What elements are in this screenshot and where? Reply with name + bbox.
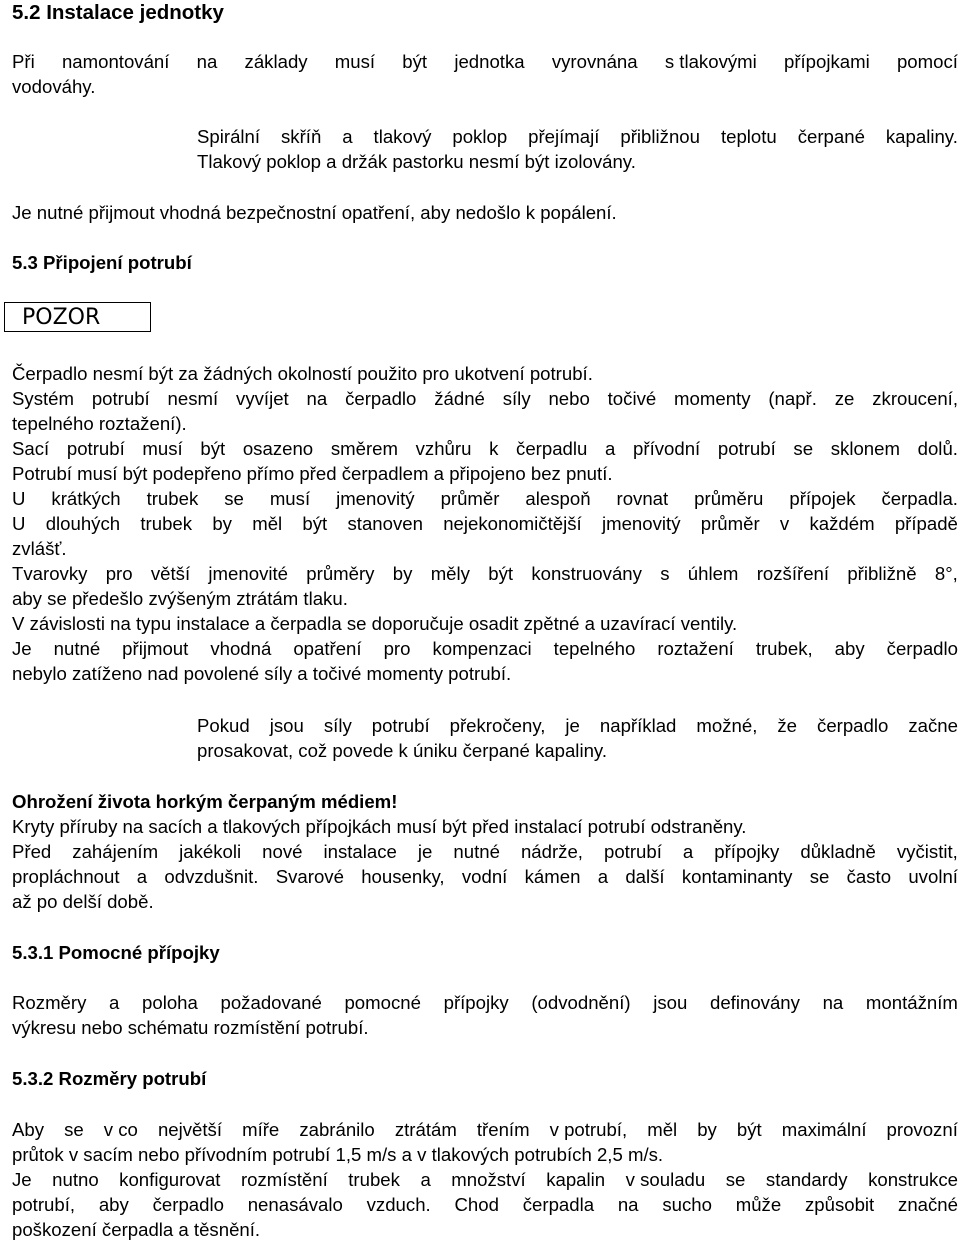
text-line: tepelného roztažení).: [12, 413, 187, 434]
word: 8°,: [934, 563, 958, 584]
word: se: [64, 1119, 84, 1140]
text-line: Čerpadlo nesmí být za žádných okolností použito pro ukotvení potrubí.: [12, 363, 593, 384]
word: kámen: [524, 866, 581, 887]
word: potrubí: [717, 438, 776, 459]
word: vhodná: [210, 638, 272, 659]
word: konstrukce: [868, 1169, 958, 1190]
word: na: [822, 992, 844, 1013]
paragraph-mounting: [12, 49, 958, 99]
word: trubek: [140, 513, 193, 534]
word: vodní: [461, 866, 508, 887]
word: měl: [647, 1119, 678, 1140]
justified-line: [12, 511, 958, 536]
justified-line: [12, 1167, 958, 1192]
word: housenky,: [361, 866, 445, 887]
word: (např.: [768, 388, 817, 409]
word: aby: [834, 638, 865, 659]
word: možné,: [696, 715, 758, 736]
word: větší: [150, 563, 191, 584]
word: (odvodnění): [531, 992, 631, 1013]
word: rozmístění: [240, 1169, 328, 1190]
word: být: [402, 51, 428, 72]
word: Rozměry: [12, 992, 87, 1013]
word: se: [793, 438, 814, 459]
word: přípojek: [789, 488, 856, 509]
word: Je: [12, 1169, 32, 1190]
section-heading-5-3-2: 5.3.2 Rozměry potrubí: [12, 1068, 207, 1089]
word: tepelného: [553, 638, 636, 659]
word: a: [597, 866, 609, 887]
word: s: [660, 563, 670, 584]
word: způsobit: [804, 1194, 875, 1215]
word: stanoven: [347, 513, 423, 534]
word: jednotka: [454, 51, 525, 72]
word: každém: [809, 513, 875, 534]
word: potrubí: [91, 388, 150, 409]
word: konfigurovat: [119, 1169, 221, 1190]
word: trubek,: [755, 638, 813, 659]
word: důkladně: [800, 841, 876, 862]
word: nutné: [453, 841, 500, 862]
warning-box: [4, 302, 151, 332]
word: čerpadlo: [817, 715, 889, 736]
word: čerpané: [797, 126, 865, 147]
text-line: aby se předešlo zvýšeným ztrátám tlaku.: [12, 588, 348, 609]
word: na: [617, 1194, 639, 1215]
word: rozšíření: [756, 563, 830, 584]
word: zkroucení,: [872, 388, 958, 409]
word: instalace: [323, 841, 397, 862]
paragraph-pipe-connection: [12, 361, 958, 686]
word: přibližnou: [620, 126, 700, 147]
word: že: [777, 715, 798, 736]
word: nebo: [548, 388, 590, 409]
text-line: nebylo zatíženo nad povolené síly a točivé momenty potrubí.: [12, 663, 512, 684]
word: směrem: [330, 438, 398, 459]
word: nesmí: [167, 388, 219, 409]
word: tlakový: [373, 126, 432, 147]
word: momenty: [674, 388, 751, 409]
word: maximální: [781, 1119, 867, 1140]
word: nenasávalo: [247, 1194, 343, 1215]
word: definovány: [710, 992, 800, 1013]
word: rovnat: [616, 488, 669, 509]
word: čerpadla: [522, 1194, 595, 1215]
word: jsou: [653, 992, 688, 1013]
text-line: poškození čerpadla a těsnění.: [12, 1219, 261, 1240]
word: a: [136, 866, 148, 887]
word: by: [697, 1119, 717, 1140]
word: značné: [898, 1194, 958, 1215]
word: zabránilo: [299, 1119, 375, 1140]
word: vyrovnána: [551, 51, 638, 72]
justified-line: [12, 561, 958, 586]
text-line: Je nutné přijmout vhodná bezpečnostní opatření, aby nedošlo k popálení.: [12, 202, 617, 223]
word: a: [109, 992, 120, 1013]
word: namontování: [61, 51, 170, 72]
word: čerpadla.: [881, 488, 958, 509]
word: se: [725, 1169, 746, 1190]
word: je: [417, 841, 433, 862]
word: přejímají: [528, 126, 600, 147]
justified-line: [12, 990, 958, 1015]
word: Sací: [12, 438, 50, 459]
word: U: [12, 488, 26, 509]
word: přípojkami: [783, 51, 870, 72]
word: průměr: [700, 513, 760, 534]
indented-note-temperature: [197, 124, 958, 174]
word: třením: [476, 1119, 530, 1140]
word: čerpadlo: [152, 1194, 224, 1215]
hazard-title: [12, 789, 958, 814]
text-line: Tlakový poklop a držák pastorku nesmí být izolovány.: [197, 151, 636, 172]
word: provozní: [886, 1119, 958, 1140]
word: Systém: [12, 388, 74, 409]
word: být: [488, 563, 514, 584]
justified-line: [12, 436, 958, 461]
word: opatření: [293, 638, 362, 659]
word: musí: [334, 51, 376, 72]
word: ze: [834, 388, 855, 409]
word: kapaliny.: [885, 126, 958, 147]
word: Tvarovky: [12, 563, 88, 584]
word: přípojky: [443, 992, 509, 1013]
word: alespoň: [525, 488, 591, 509]
justified-line: [197, 713, 958, 738]
text-line: Ohrožení života horkým čerpaným médiem!: [12, 791, 398, 812]
text-line: vodováhy.: [12, 76, 96, 97]
warning-label: POZOR: [22, 305, 101, 330]
word: k: [489, 438, 499, 459]
word: největší: [157, 1119, 223, 1140]
text-line: průtok v sacím nebo přívodním potrubí 1,5 m/s a v tlakových potrubích 2,5 m/s.: [12, 1144, 664, 1165]
word: vyčistit,: [896, 841, 958, 862]
word: standardy: [765, 1169, 848, 1190]
word: s tlakovými: [664, 51, 757, 72]
word: sucho: [662, 1194, 712, 1215]
word: začne: [908, 715, 958, 736]
word: žádné: [434, 388, 485, 409]
word: trubek: [348, 1169, 400, 1190]
word: být: [302, 513, 328, 534]
word: dolů.: [917, 438, 958, 459]
word: sklonem: [830, 438, 900, 459]
word: je: [565, 715, 580, 736]
word: se: [809, 866, 830, 887]
word: Svarové: [275, 866, 344, 887]
word: uvolní: [908, 866, 958, 887]
word: měl: [252, 513, 283, 534]
text-line: Kryty příruby na sacích a tlakových přípojkách musí být před instalací potrubí odstraněny.: [12, 816, 747, 837]
text-line: prosakovat, což povede k úniku čerpané kapaliny.: [197, 740, 607, 761]
word: případě: [894, 513, 958, 534]
word: a: [682, 841, 694, 862]
word: musí: [269, 488, 311, 509]
word: míře: [242, 1119, 280, 1140]
text-line: zvlášť.: [12, 538, 67, 559]
word: nádrže,: [520, 841, 583, 862]
word: konstruovány: [531, 563, 642, 584]
word: požadované: [220, 992, 322, 1013]
word: jsou: [269, 715, 304, 736]
justified-line: [12, 1192, 958, 1217]
section-heading-5-3-1: 5.3.1 Pomocné přípojky: [12, 942, 220, 963]
word: vzduch.: [366, 1194, 431, 1215]
word: Pokud: [197, 715, 250, 736]
paragraph-hazard: [12, 814, 958, 914]
text-line: až po delší době.: [12, 891, 154, 912]
word: jmenovité: [208, 563, 288, 584]
word: poklop: [452, 126, 508, 147]
word: aby: [98, 1194, 129, 1215]
text-line: výkresu nebo schématu rozmístění potrubí.: [12, 1017, 369, 1038]
word: množství: [451, 1169, 526, 1190]
word: by: [212, 513, 232, 534]
word: roztažení: [657, 638, 734, 659]
word: trubek: [146, 488, 199, 509]
word: montážním: [865, 992, 958, 1013]
word: Je: [12, 638, 32, 659]
word: často: [846, 866, 892, 887]
safety-note-burns: [12, 200, 958, 225]
justified-line: [12, 49, 958, 74]
word: v co: [103, 1119, 138, 1140]
word: v: [779, 513, 790, 534]
word: a: [420, 1169, 431, 1190]
word: nové: [262, 841, 303, 862]
word: kompenzaci: [432, 638, 532, 659]
word: pomocné: [344, 992, 421, 1013]
word: by: [392, 563, 413, 584]
word: se: [224, 488, 244, 509]
paragraph-pipe-dimensions: [12, 1117, 958, 1242]
word: další: [625, 866, 665, 887]
word: v potrubí,: [549, 1119, 628, 1140]
word: kontaminanty: [681, 866, 793, 887]
word: průměr: [440, 488, 500, 509]
word: přibližně: [847, 563, 917, 584]
justified-line: [12, 864, 958, 889]
paragraph-auxiliary-connections: [12, 990, 958, 1040]
word: Před: [12, 841, 52, 862]
word: pomocí: [896, 51, 958, 72]
section-heading-5-3: 5.3 Připojení potrubí: [12, 252, 192, 273]
word: průměry: [306, 563, 375, 584]
word: musí: [142, 438, 183, 459]
word: nutno: [52, 1169, 99, 1190]
word: poloha: [142, 992, 198, 1013]
word: přijmout: [122, 638, 189, 659]
word: na: [196, 51, 218, 72]
word: vyvíjet: [236, 388, 289, 409]
word: Chod: [454, 1194, 499, 1215]
word: čerpadlo: [886, 638, 958, 659]
text-line: V závislosti na typu instalace a čerpadla se doporučuje osadit zpětné a uzavírací ventily.: [12, 613, 738, 634]
word: propláchnout: [12, 866, 120, 887]
word: být: [736, 1119, 762, 1140]
word: krátkých: [51, 488, 121, 509]
section-heading-5-2: 5.2 Instalace jednotky: [12, 1, 224, 24]
word: osazeno: [242, 438, 314, 459]
word: v souladu: [625, 1169, 706, 1190]
justified-line: [12, 386, 958, 411]
word: úhlem: [687, 563, 739, 584]
word: potrubí: [371, 715, 430, 736]
word: měly: [430, 563, 470, 584]
word: překročeny,: [449, 715, 546, 736]
word: a: [605, 438, 616, 459]
word: potrubí: [603, 841, 662, 862]
word: ztrátám: [394, 1119, 457, 1140]
word: základy: [244, 51, 308, 72]
word: průměru: [694, 488, 764, 509]
word: čerpadlo: [345, 388, 417, 409]
word: točivé: [607, 388, 657, 409]
word: na: [306, 388, 328, 409]
word: nejekonomičtější: [443, 513, 582, 534]
word: přívodní: [633, 438, 701, 459]
justified-line: [12, 839, 958, 864]
indented-note-leak: [197, 713, 958, 763]
word: vzhůru: [415, 438, 472, 459]
word: síly: [502, 388, 531, 409]
word: Spirální: [197, 126, 261, 147]
word: odvzdušnit.: [164, 866, 259, 887]
word: jmenovitý: [601, 513, 681, 534]
word: čerpadlu: [516, 438, 588, 459]
word: síly: [323, 715, 352, 736]
word: kapalin: [546, 1169, 606, 1190]
justified-line: [197, 124, 958, 149]
word: zahájením: [72, 841, 159, 862]
word: nutné: [53, 638, 101, 659]
justified-line: [12, 1117, 958, 1142]
word: U: [12, 513, 26, 534]
justified-line: [12, 636, 958, 661]
word: může: [735, 1194, 782, 1215]
justified-line: [12, 486, 958, 511]
word: dlouhých: [45, 513, 121, 534]
word: být: [200, 438, 226, 459]
word: teplotu: [720, 126, 777, 147]
word: Při: [12, 51, 35, 72]
word: pro: [383, 638, 411, 659]
word: potrubí,: [12, 1194, 76, 1215]
word: skříň: [281, 126, 322, 147]
word: přípojky: [714, 841, 780, 862]
word: a: [342, 126, 353, 147]
word: jmenovitý: [336, 488, 415, 509]
word: potrubí: [66, 438, 125, 459]
word: pro: [105, 563, 133, 584]
word: Aby: [12, 1119, 45, 1140]
text-line: Potrubí musí být podepřeno přímo před čerpadlem a připojeno bez pnutí.: [12, 463, 613, 484]
word: například: [599, 715, 677, 736]
word: jakékoli: [179, 841, 242, 862]
